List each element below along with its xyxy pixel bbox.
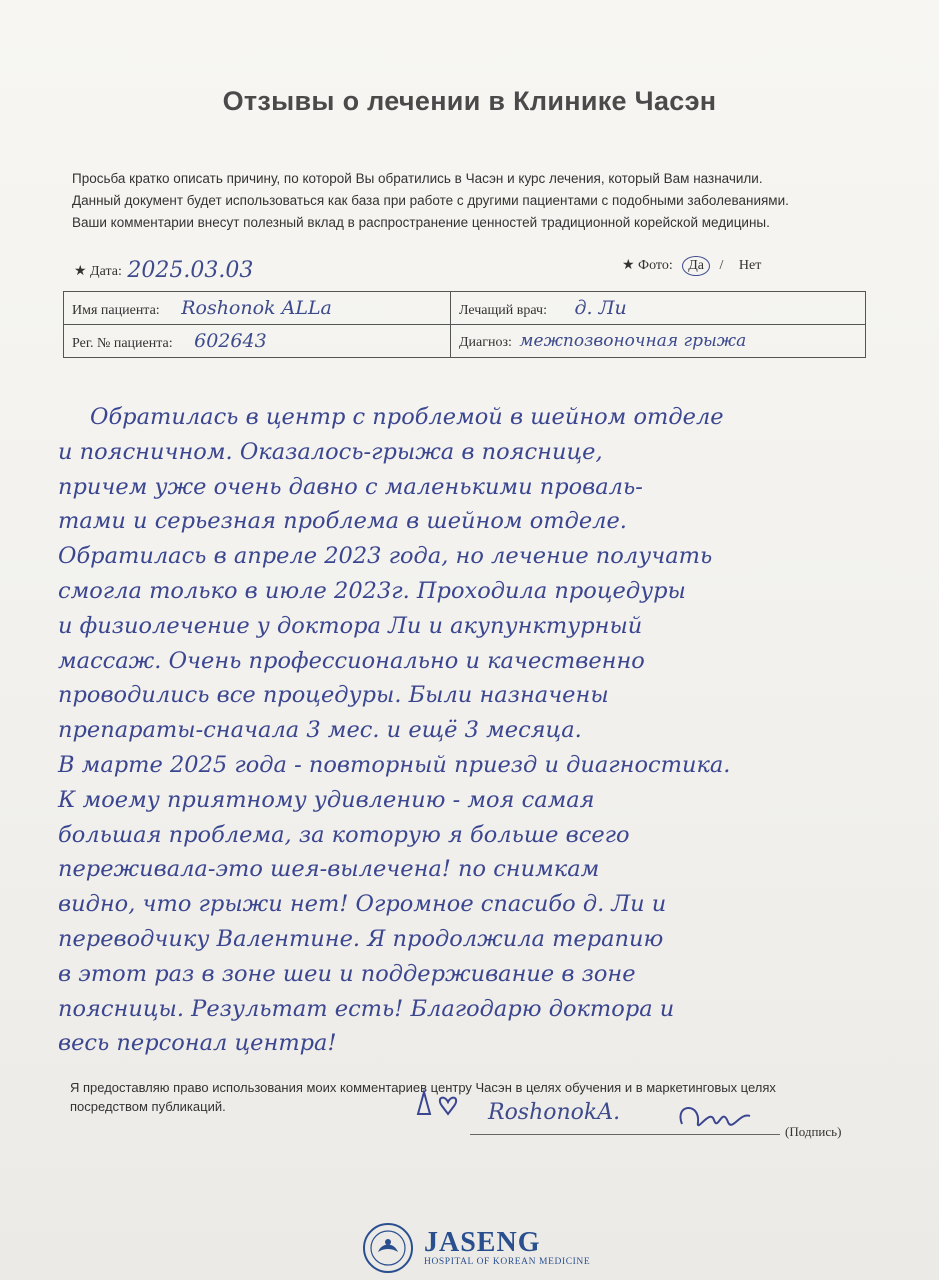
feedback-line: массаж. Очень профессионально и качественно bbox=[58, 647, 645, 674]
page-title: Отзывы о лечении в Клинике Часэн bbox=[222, 86, 717, 116]
doctor-label: Лечащий врач: bbox=[459, 303, 547, 318]
intro-instructions bbox=[72, 168, 872, 234]
feedback-line: видно, что грыжи нет! Огромное спасибо д. Ли и bbox=[58, 891, 667, 918]
diagnosis-cell bbox=[451, 325, 866, 358]
feedback-line: переживала-это шея-вылечена! по снимкам bbox=[58, 856, 600, 883]
feedback-line: К моему приятному удивлению - моя самая bbox=[58, 786, 595, 813]
signature-label: (Подпись) bbox=[785, 1124, 842, 1139]
feedback-line: в этот раз в зоне шеи и поддерживание в зоне bbox=[58, 960, 636, 987]
patient-name-label: Имя пациента: bbox=[72, 303, 160, 318]
photo-label: ★ Фото: bbox=[622, 258, 673, 273]
reg-number-cell bbox=[64, 325, 451, 358]
diagnosis-value: межпозвоночная грыжа bbox=[519, 331, 747, 351]
feedback-line: и физиолечение у доктора Ли и акупунктурный bbox=[58, 612, 643, 639]
feedback-line: смогла только в июле 2023г. Проходила процедуры bbox=[58, 577, 686, 604]
photo-no: Нет bbox=[738, 258, 762, 273]
intro-line: Данный документ будет использоваться как база при работе с другими пациентами с подобными заболеваниями. bbox=[72, 193, 789, 208]
feedback-line: переводчику Валентине. Я продолжила терапию bbox=[58, 925, 664, 952]
photo-separator: / bbox=[719, 258, 724, 273]
consent-line: посредством публикаций. bbox=[70, 1099, 226, 1114]
logo-subtitle: HOSPITAL OF KOREAN MEDICINE bbox=[424, 1257, 591, 1267]
date-field bbox=[74, 256, 253, 281]
photo-consent-field bbox=[622, 256, 761, 276]
intro-line: Просьба кратко описать причину, по которой Вы обратились в Часэн и курс лечения, который Вам назначили. bbox=[72, 171, 763, 186]
table-row bbox=[64, 292, 866, 325]
feedback-line: и поясничном. Оказалось-грыжа в пояснице, bbox=[58, 438, 603, 465]
handwritten-feedback bbox=[58, 400, 918, 1061]
hospital-emblem-icon bbox=[362, 1222, 414, 1274]
patient-name-value: Roshonok ALLa bbox=[181, 297, 332, 319]
reg-number-label: Рег. № пациента: bbox=[72, 336, 173, 351]
logo-text bbox=[424, 1229, 590, 1267]
table-row bbox=[64, 325, 866, 358]
doctor-value: д. Ли bbox=[574, 297, 627, 319]
signature-name: RoshonokA. bbox=[488, 1100, 621, 1125]
heart-doodle-icon bbox=[410, 1084, 470, 1124]
doctor-cell bbox=[451, 292, 866, 325]
signature-line bbox=[470, 1134, 780, 1135]
logo-name: JASENG bbox=[424, 1227, 541, 1258]
jaseng-logo bbox=[362, 1222, 590, 1274]
feedback-line: Обратилась в апреле 2023 года, но лечение получать bbox=[58, 543, 713, 570]
reg-number-value: 602643 bbox=[194, 330, 267, 352]
feedback-line: большая проблема, за которую я больше всего bbox=[58, 821, 630, 848]
feedback-line: препараты-сначала 3 мес. и ещё 3 месяца. bbox=[58, 717, 582, 744]
patient-info-table bbox=[63, 291, 866, 358]
feedback-line: Обратилась в центр с проблемой в шейном отделе bbox=[90, 404, 724, 430]
feedback-line: поясницы. Результат есть! Благодарю доктора и bbox=[58, 995, 675, 1022]
photo-yes-circled: Да bbox=[682, 256, 710, 276]
intro-line: Ваши комментарии внесут полезный вклад в распространение ценностей традиционной корейской медицины. bbox=[72, 215, 770, 230]
feedback-line: В марте 2025 года - повторный приезд и диагностика. bbox=[58, 751, 731, 778]
feedback-line: тами и серьезная проблема в шейном отделе. bbox=[58, 508, 627, 535]
feedback-line: весь персонал центра! bbox=[58, 1030, 337, 1057]
consent-line: Я предоставляю право использования моих комментариев центру Часэн в целях обучения и в маркетинговых целях bbox=[70, 1080, 776, 1095]
patient-name-cell bbox=[64, 292, 451, 325]
diagnosis-label: Диагноз: bbox=[459, 335, 512, 350]
feedback-line: проводились все процедуры. Были назначены bbox=[58, 682, 609, 709]
date-value: 2025.03.03 bbox=[127, 258, 254, 283]
feedback-line: причем уже очень давно с маленькими проваль- bbox=[58, 473, 643, 500]
date-label: ★ Дата: bbox=[74, 264, 122, 279]
